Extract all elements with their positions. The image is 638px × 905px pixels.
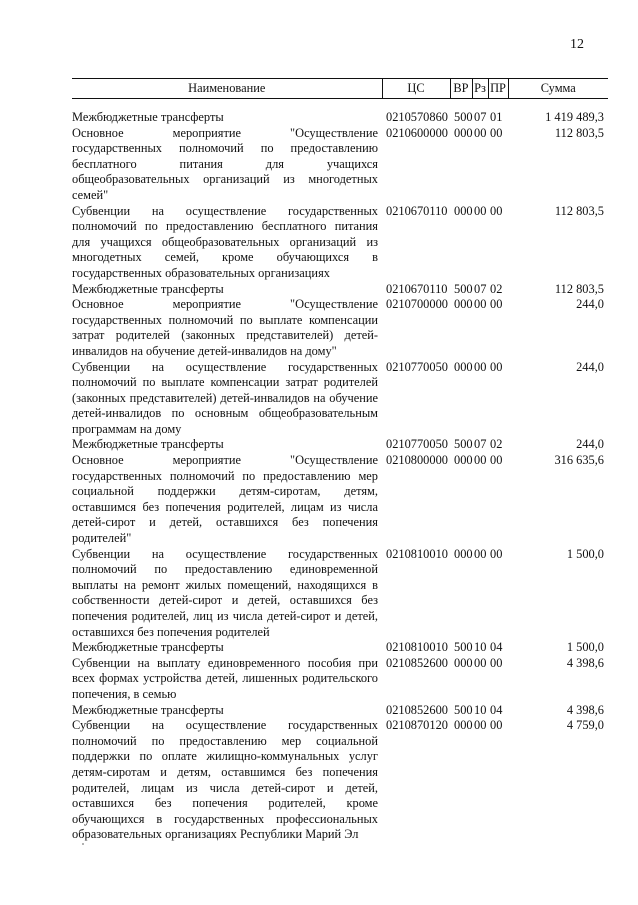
- row-vr: 000: [454, 203, 473, 218]
- row-sum: 4 398,6: [566, 655, 604, 670]
- table-row: [72, 99, 608, 126]
- table-row: [72, 703, 608, 719]
- row-pr: 00: [490, 203, 503, 218]
- row-name: Межбюджетные трансферты: [72, 702, 224, 717]
- row-name: Основное мероприятие "Осуществление государственных полномочий по предоставлению мер социальной поддержки детям-сиротам, детям, оставшимся без попечения родителей, лицам из числа детей-сирот и детей, оставшихся без попечения родителей": [72, 453, 378, 546]
- row-cs: 0210800000: [386, 453, 448, 468]
- row-vr: 500: [454, 110, 473, 124]
- row-pr: 00: [490, 453, 503, 468]
- header-sum: Сумма: [508, 79, 608, 99]
- row-sum: 244,0: [576, 437, 604, 452]
- row-name: Межбюджетные трансферты: [72, 281, 224, 296]
- row-rz: 07: [474, 437, 487, 452]
- row-rz: 00: [474, 453, 487, 468]
- table-row: [72, 282, 608, 298]
- header-cs: ЦС: [382, 79, 450, 99]
- row-name: Межбюджетные трансферты: [72, 110, 224, 124]
- row-name: Основное мероприятие "Осуществление государственных полномочий по выплате компенсации затрат родителей (законных представителей) детей-инвалидов на обучение детей-инвалидов на дому": [72, 297, 378, 358]
- row-cs: 0210770050: [386, 359, 448, 374]
- row-cs: 0210670110: [386, 281, 448, 296]
- row-pr: 02: [490, 281, 503, 296]
- row-sum: 112 803,5: [554, 203, 604, 218]
- row-sum: 1 419 489,3: [545, 110, 604, 124]
- row-vr: 000: [454, 359, 473, 374]
- row-name: Межбюджетные трансферты: [72, 437, 224, 452]
- table-row: [72, 656, 608, 703]
- row-vr: 000: [454, 718, 473, 733]
- table-row: [72, 126, 608, 204]
- row-rz: 00: [474, 297, 487, 312]
- row-sum: 4 759,0: [566, 718, 604, 733]
- row-cs: 0210600000: [386, 125, 448, 140]
- row-vr: 000: [454, 655, 473, 670]
- row-sum: 1 500,0: [566, 546, 604, 561]
- row-cs: 0210700000: [386, 297, 448, 312]
- table-row: [72, 718, 608, 843]
- row-vr: 000: [454, 125, 473, 140]
- row-pr: 02: [490, 437, 503, 452]
- row-name: Субвенции на осуществление государственных полномочий по предоставлению мер социальной поддержки по оплате жилищно-коммунальных услуг детям-сиротам и детям, оставшимся без попечения родителей, лицам из числа детей-сирот и детей, оставшихся без попечения родителей, кроме обучающихся в государственных профессиональных образовательных организациях Республики Марий Эл: [72, 718, 378, 842]
- table-row: [72, 547, 608, 641]
- row-rz: 00: [474, 546, 487, 561]
- header-rz: Рз: [472, 79, 488, 99]
- row-vr: 000: [454, 546, 473, 561]
- row-sum: 1 500,0: [566, 640, 604, 655]
- row-cs: 0210810010: [386, 640, 448, 655]
- row-cs: 0210570860: [386, 110, 448, 124]
- budget-table: [72, 78, 608, 843]
- row-cs: 0210670110: [386, 203, 448, 218]
- row-rz: 10: [474, 702, 487, 717]
- row-cs: 0210870120: [386, 718, 448, 733]
- row-vr: 000: [454, 297, 473, 312]
- page-number: 12: [570, 37, 584, 52]
- row-sum: 244,0: [576, 359, 604, 374]
- row-cs: 0210852600: [386, 655, 448, 670]
- table-row: [72, 360, 608, 438]
- table-row: [72, 437, 608, 453]
- row-vr: 500: [454, 640, 473, 655]
- row-cs: 0210810010: [386, 546, 448, 561]
- table-row: [72, 297, 608, 359]
- row-rz: 00: [474, 203, 487, 218]
- row-sum: 316 635,6: [554, 453, 604, 468]
- row-pr: 00: [490, 718, 503, 733]
- row-name: Субвенции на осуществление государственных полномочий по предоставлению единовременной выплаты на ремонт жилых помещений, находящихся в собственности детей-сирот и детей, оставшихся без попечения родителей, лиц из числа детей-сирот и детей, оставшихся без попечения родителей: [72, 546, 378, 639]
- header-vr: ВР: [450, 79, 472, 99]
- row-sum: 112 803,5: [554, 281, 604, 296]
- row-sum: 244,0: [576, 297, 604, 312]
- row-rz: 00: [474, 359, 487, 374]
- row-vr: 500: [454, 702, 473, 717]
- row-pr: 00: [490, 125, 503, 140]
- row-sum: 112 803,5: [554, 125, 604, 140]
- scan-speck: [82, 843, 84, 845]
- row-rz: 07: [474, 281, 487, 296]
- row-pr: 01: [490, 110, 503, 124]
- row-rz: 10: [474, 640, 487, 655]
- row-rz: 00: [474, 718, 487, 733]
- row-pr: 00: [490, 546, 503, 561]
- table-header-row: [72, 79, 608, 99]
- row-cs: 0210852600: [386, 702, 448, 717]
- row-pr: 00: [490, 297, 503, 312]
- row-name: Субвенции на выплату единовременного пособия при всех формах устройства детей, лишенных родительского попечения, в семью: [72, 655, 378, 701]
- table-row: [72, 640, 608, 656]
- row-cs: 0210770050: [386, 437, 448, 452]
- row-name: Межбюджетные трансферты: [72, 640, 224, 655]
- table-row: [72, 204, 608, 282]
- row-pr: 04: [490, 702, 503, 717]
- row-sum: 4 398,6: [566, 702, 604, 717]
- row-vr: 500: [454, 281, 473, 296]
- table-row: [72, 453, 608, 547]
- row-rz: 00: [474, 655, 487, 670]
- row-vr: 000: [454, 453, 473, 468]
- row-name: Субвенции на осуществление государственных полномочий по выплате компенсации затрат родителей (законных представителей) детей-инвалидов на обучение детей-инвалидов по основным общеобразовательным программам на дому: [72, 359, 378, 436]
- row-name: Основное мероприятие "Осуществление государственных полномочий по предоставлению бесплатного питания для учащихся общеобразовательных организаций из многодетных семей": [72, 125, 378, 202]
- row-name: Субвенции на осуществление государственных полномочий по предоставлению бесплатного питания для учащихся общеобразовательных организаций из многодетных семей, кроме обучающихся в государственных образовательных организациях: [72, 203, 378, 280]
- row-pr: 00: [490, 359, 503, 374]
- row-pr: 00: [490, 655, 503, 670]
- header-pr: ПР: [488, 79, 508, 99]
- row-rz: 07: [474, 110, 487, 124]
- header-name: Наименование: [72, 79, 382, 99]
- row-rz: 00: [474, 125, 487, 140]
- row-pr: 04: [490, 640, 503, 655]
- row-vr: 500: [454, 437, 473, 452]
